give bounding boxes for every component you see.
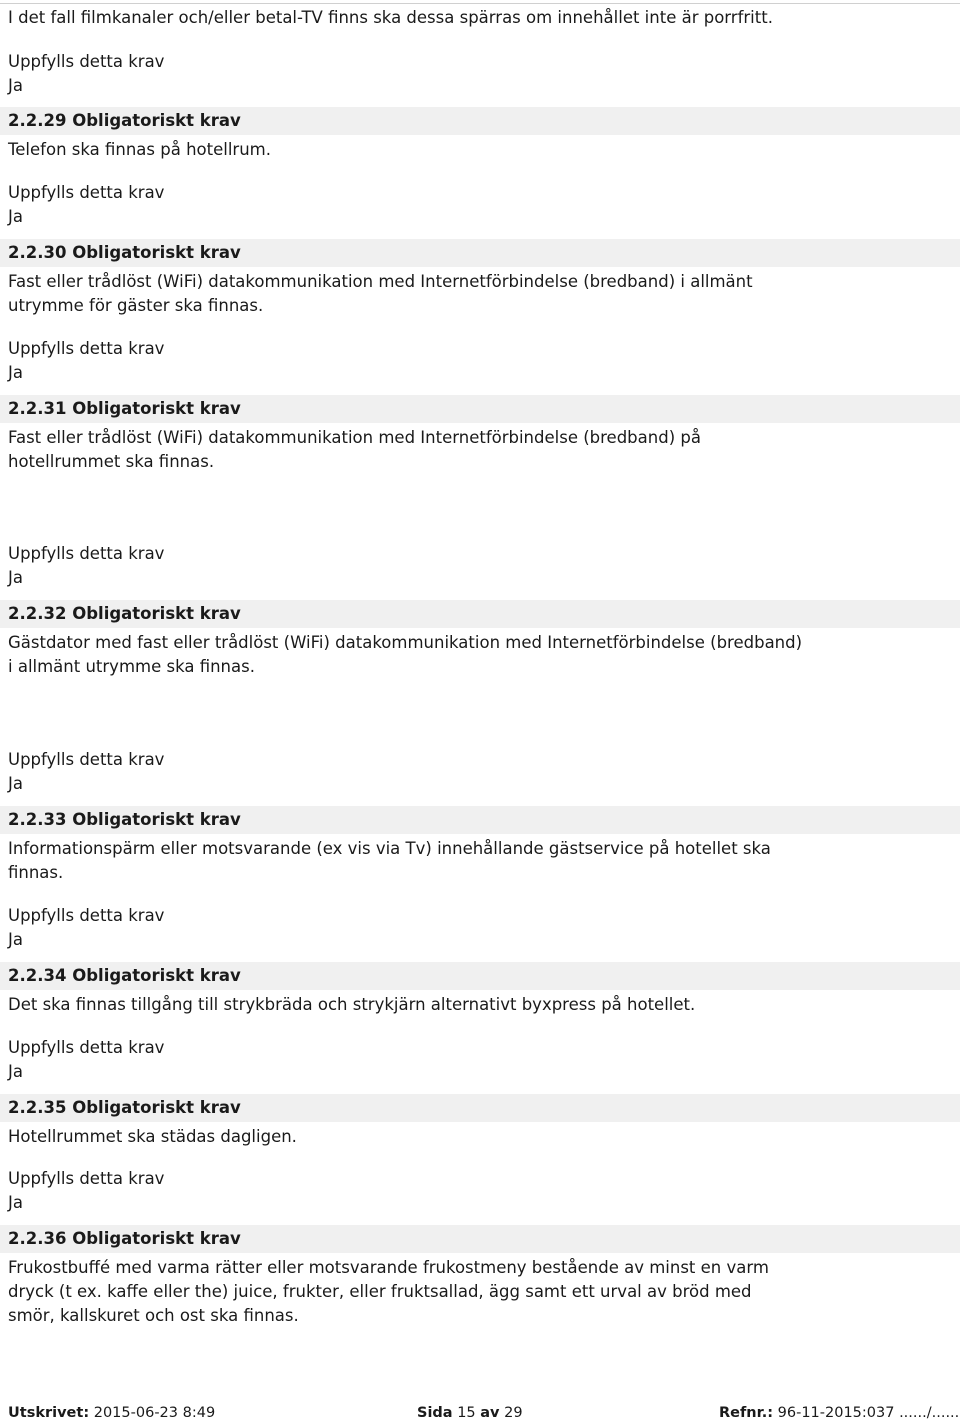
requirement-question: Uppfylls detta krav bbox=[8, 1169, 165, 1188]
requirement-question: Uppfylls detta krav bbox=[8, 544, 165, 563]
footer-ref-label: Refnr.: bbox=[719, 1405, 774, 1421]
requirement-question: Uppfylls detta krav bbox=[8, 339, 165, 358]
requirement-description: Informationspärm eller motsvarande (ex vis via Tv) innehållande gästservice på hotellet ska finnas. bbox=[8, 839, 771, 882]
footer-printed-label: Utskrivet: bbox=[8, 1405, 90, 1421]
footer-page-current: 15 bbox=[457, 1405, 476, 1421]
intro-question: Uppfylls detta krav bbox=[8, 52, 165, 71]
requirement-description: Frukostbuffé med varma rätter eller motsvarande frukostmeny bestående av minst en varm dryck (t ex. kaffe eller the) juice, frukter, eller fruktsallad, ägg samt ett urval av bröd med smör, kallskuret och ost ska finnas. bbox=[8, 1258, 769, 1325]
requirement-question: Uppfylls detta krav bbox=[8, 1038, 165, 1057]
requirement-answer: Ja bbox=[8, 1062, 23, 1081]
requirement-answer: Ja bbox=[8, 1193, 23, 1212]
requirement-description: Det ska finnas tillgång till strykbräda och strykjärn alternativt byxpress på hotellet. bbox=[8, 995, 696, 1014]
requirement-header: 2.2.30 Obligatoriskt krav bbox=[0, 239, 960, 267]
requirement-header: 2.2.35 Obligatoriskt krav bbox=[0, 1094, 960, 1122]
footer-ref bbox=[719, 1403, 959, 1423]
requirement-description: Telefon ska finnas på hotellrum. bbox=[8, 140, 271, 159]
requirement-question: Uppfylls detta krav bbox=[8, 750, 165, 769]
requirement-question: Uppfylls detta krav bbox=[8, 183, 165, 202]
requirement-header: 2.2.29 Obligatoriskt krav bbox=[0, 107, 960, 135]
footer-page-of: av bbox=[480, 1405, 500, 1421]
requirement-answer: Ja bbox=[8, 363, 23, 382]
requirement-header: 2.2.31 Obligatoriskt krav bbox=[0, 395, 960, 423]
footer-printed bbox=[8, 1403, 215, 1423]
requirement-description: Hotellrummet ska städas dagligen. bbox=[8, 1127, 297, 1146]
requirement-answer: Ja bbox=[8, 930, 23, 949]
footer-page-label: Sida bbox=[417, 1405, 453, 1421]
requirement-answer: Ja bbox=[8, 774, 23, 793]
requirement-header: 2.2.34 Obligatoriskt krav bbox=[0, 962, 960, 990]
requirement-header: 2.2.33 Obligatoriskt krav bbox=[0, 806, 960, 834]
footer-ref-value: 96-11-2015:037 ....../...... bbox=[777, 1405, 960, 1421]
footer-page bbox=[417, 1403, 523, 1423]
requirement-header: 2.2.36 Obligatoriskt krav bbox=[0, 1225, 960, 1253]
requirement-description: Gästdator med fast eller trådlöst (WiFi) datakommunikation med Internetförbindelse (bredband) i allmänt utrymme ska finnas. bbox=[8, 633, 803, 676]
requirement-question: Uppfylls detta krav bbox=[8, 906, 165, 925]
requirement-description: Fast eller trådlöst (WiFi) datakommunikation med Internetförbindelse (bredband) i allmänt utrymme för gäster ska finnas. bbox=[8, 272, 753, 315]
requirement-header: 2.2.32 Obligatoriskt krav bbox=[0, 600, 960, 628]
intro-answer: Ja bbox=[8, 76, 23, 95]
requirement-description: Fast eller trådlöst (WiFi) datakommunikation med Internetförbindelse (bredband) på hotellrummet ska finnas. bbox=[8, 428, 701, 471]
requirement-answer: Ja bbox=[8, 568, 23, 587]
footer-printed-value: 2015-06-23 8:49 bbox=[93, 1405, 216, 1421]
top-divider bbox=[0, 3, 960, 4]
footer-page-total: 29 bbox=[504, 1405, 523, 1421]
requirement-answer: Ja bbox=[8, 207, 23, 226]
intro-text: I det fall filmkanaler och/eller betal-TV finns ska dessa spärras om innehållet inte är porrfritt. bbox=[8, 8, 773, 27]
